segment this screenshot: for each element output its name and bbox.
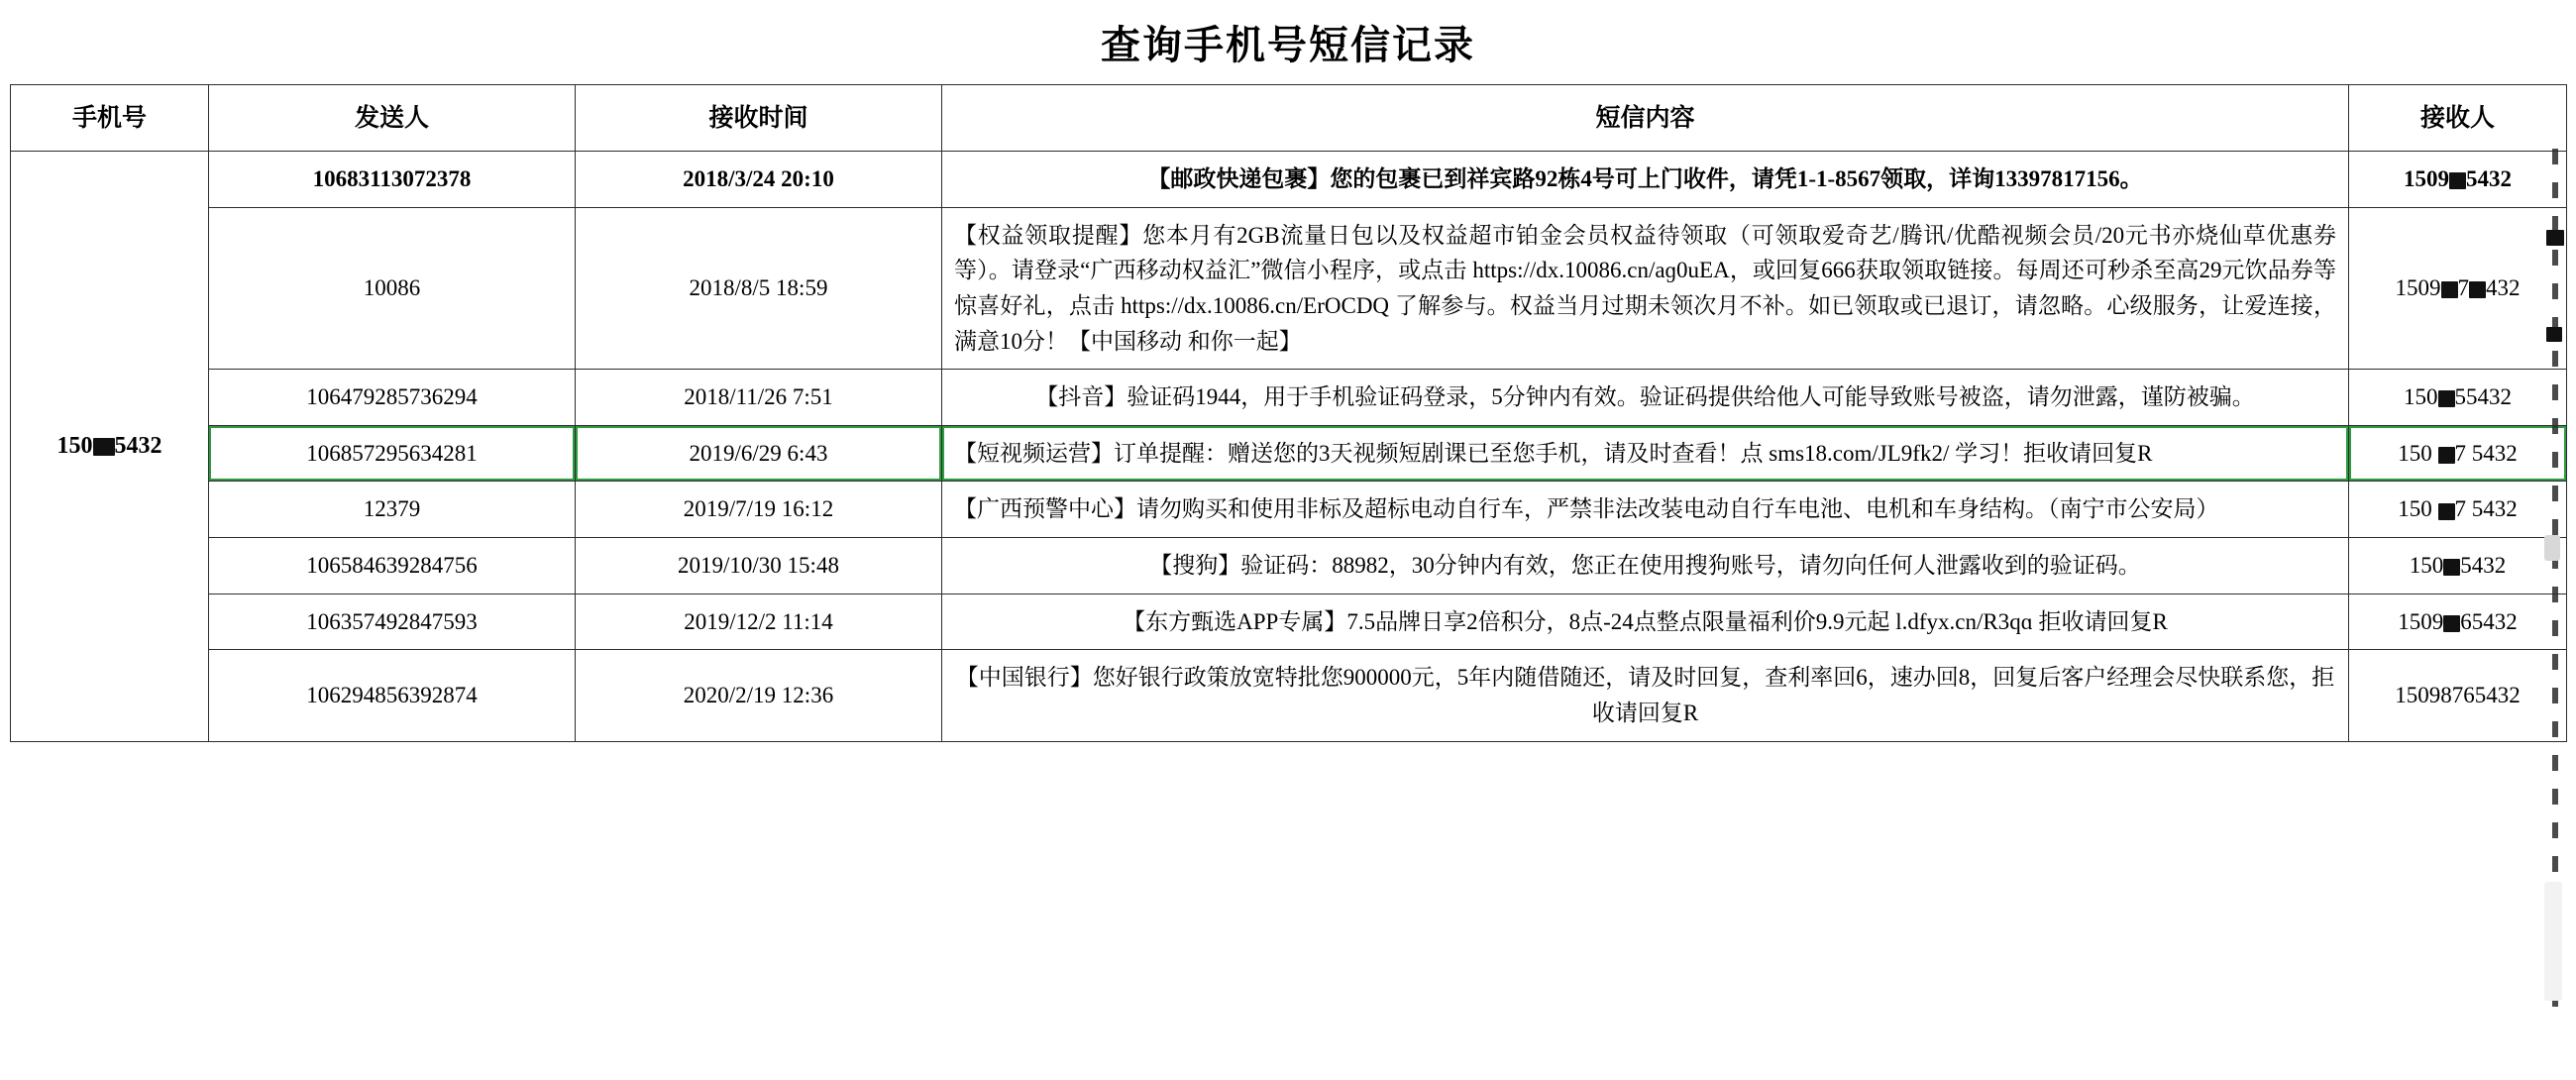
time-cell: 2019/6/29 6:43 (576, 425, 942, 482)
receiver-prefix: 1509 (2395, 275, 2441, 301)
content-cell: 【权益领取提醒】您本月有2GB流量日包以及权益超市铂金会员权益待领取（可领取爱奇艺/腾讯/优酷视频会员/20元书亦烧仙草优惠券等）。请登录“广西移动权益汇”微信小程序，或点击 https://dx.10086.cn/aɡ0uEA，或回复666获取领取链接。每周还可秒杀至高29元饮品券等惊喜好礼，点击 https://dx.10086.cn/ErOCDQ 了解参与。权益当月过期未领次月不补。如已领取或已退订，请忽略。心级服务，让爱连接，满意10分！【中国移动 和你一起】 (942, 207, 2349, 370)
time-cell: 2019/12/2 11:14 (576, 594, 942, 650)
receiver-cell (2349, 538, 2567, 594)
receiver-suffix: 7 5432 (2454, 496, 2518, 522)
receiver-cell (2349, 425, 2567, 482)
receiver-cell: 15098765432 (2349, 650, 2567, 741)
column-header-receiver: 接收人 (2349, 85, 2567, 152)
redaction-block-icon (2443, 559, 2460, 576)
table-row (11, 650, 2567, 741)
content-cell: 【搜狗】验证码：88982，30分钟内有效，您正在使用搜狗账号，请勿向任何人泄露收到的验证码。 (942, 538, 2349, 594)
table-header-row (11, 85, 2567, 152)
redaction-block-icon (2438, 503, 2455, 520)
table-row (11, 538, 2567, 594)
phone-number-cell (11, 152, 209, 742)
content-cell: 【东方甄选APP专属】7.5品牌日享2倍积分，8点-24点整点限量福利价9.9元起 l.dfyx.cn/R3qɑ 拒收请回复R (942, 594, 2349, 650)
receiver-suffix: 7 5432 (2454, 440, 2518, 466)
receiver-cell (2349, 370, 2567, 426)
receiver-suffix: 5432 (2460, 553, 2507, 579)
phone-suffix: 5432 (114, 432, 162, 459)
time-cell: 2018/3/24 20:10 (576, 152, 942, 208)
receiver-cell (2349, 482, 2567, 538)
redaction-block-icon (93, 438, 115, 456)
time-cell: 2019/7/19 16:12 (576, 482, 942, 538)
receiver-prefix: 150 (2398, 496, 2432, 522)
receiver-prefix: 1509 (2404, 166, 2449, 191)
table-row (11, 425, 2567, 482)
table-row (11, 370, 2567, 426)
redaction-block-icon (2469, 281, 2486, 298)
redaction-block-icon (2443, 615, 2460, 632)
time-cell: 2018/8/5 18:59 (576, 207, 942, 370)
receiver-suffix: 65432 (2460, 608, 2518, 634)
column-header-sender: 发送人 (209, 85, 576, 152)
table-row (11, 482, 2567, 538)
receiver-prefix: 150 (2409, 553, 2444, 579)
redaction-block-icon (2441, 281, 2458, 298)
sender-cell: 106294856392874 (209, 650, 576, 741)
receiver-cell (2349, 594, 2567, 650)
redaction-block-icon (2438, 390, 2455, 407)
sender-cell: 106857295634281 (209, 425, 576, 482)
table-header (11, 85, 2567, 152)
column-header-phone: 手机号 (11, 85, 209, 152)
content-cell: 【抖音】验证码1944，用于手机验证码登录，5分钟内有效。验证码提供给他人可能导致账号被盗，请勿泄露，谨防被骗。 (942, 370, 2349, 426)
receiver-cell (2349, 152, 2567, 208)
content-cell: 【短视频运营】订单提醒：赠送您的3天视频短剧课已至您手机，请及时查看！点 sms18.com/JL9fk2/ 学习！拒收请回复R (942, 425, 2349, 482)
redaction-block-icon (2449, 172, 2466, 189)
receiver-prefix: 150 (2404, 384, 2438, 410)
table-body (11, 152, 2567, 742)
column-header-time: 接收时间 (576, 85, 942, 152)
sender-cell: 10683113072378 (209, 152, 576, 208)
content-cell: 【中国银行】您好银行政策放宽特批您900000元，5年内随借随还，请及时回复，查利率回6，速办回8，回复后客户经理会尽快联系您，拒收请回复R (942, 650, 2349, 741)
sender-cell: 106357492847593 (209, 594, 576, 650)
time-cell: 2018/11/26 7:51 (576, 370, 942, 426)
content-cell: 【广西预警中心】请勿购买和使用非标及超标电动自行车，严禁非法改装电动自行车电池、电机和车身结构。（南宁市公安局） (942, 482, 2349, 538)
table-row (11, 207, 2567, 370)
receiver-cell: 1509 7 432 (2349, 207, 2567, 370)
redaction-block-icon (2546, 230, 2564, 246)
table-row (11, 152, 2567, 208)
sender-cell: 106584639284756 (209, 538, 576, 594)
column-header-content: 短信内容 (942, 85, 2349, 152)
time-cell: 2020/2/19 12:36 (576, 650, 942, 741)
receiver-prefix: 1509 (2398, 608, 2444, 634)
redaction-block-icon (2438, 447, 2455, 464)
sms-records-table (10, 84, 2567, 742)
sender-cell: 106479285736294 (209, 370, 576, 426)
receiver-prefix: 150 (2398, 440, 2432, 466)
page-title: 查询手机号短信记录 (1101, 24, 1475, 67)
receiver-suffix: 55432 (2454, 384, 2512, 410)
content-cell: 【邮政快递包裹】您的包裹已到祥宾路92栋4号可上门收件，请凭1-1-8567领取，详询13397817156。 (942, 152, 2349, 208)
sender-cell: 10086 (209, 207, 576, 370)
table-row (11, 594, 2567, 650)
phone-prefix: 150 (56, 432, 93, 459)
receiver-suffix: 5432 (2466, 166, 2512, 191)
sender-cell: 12379 (209, 482, 576, 538)
time-cell: 2019/10/30 15:48 (576, 538, 942, 594)
scan-artifact-block (2544, 882, 2562, 1001)
redaction-block-icon (2546, 327, 2562, 342)
scan-artifact-block (2544, 535, 2560, 561)
receiver-suffix: 432 (2486, 275, 2521, 301)
